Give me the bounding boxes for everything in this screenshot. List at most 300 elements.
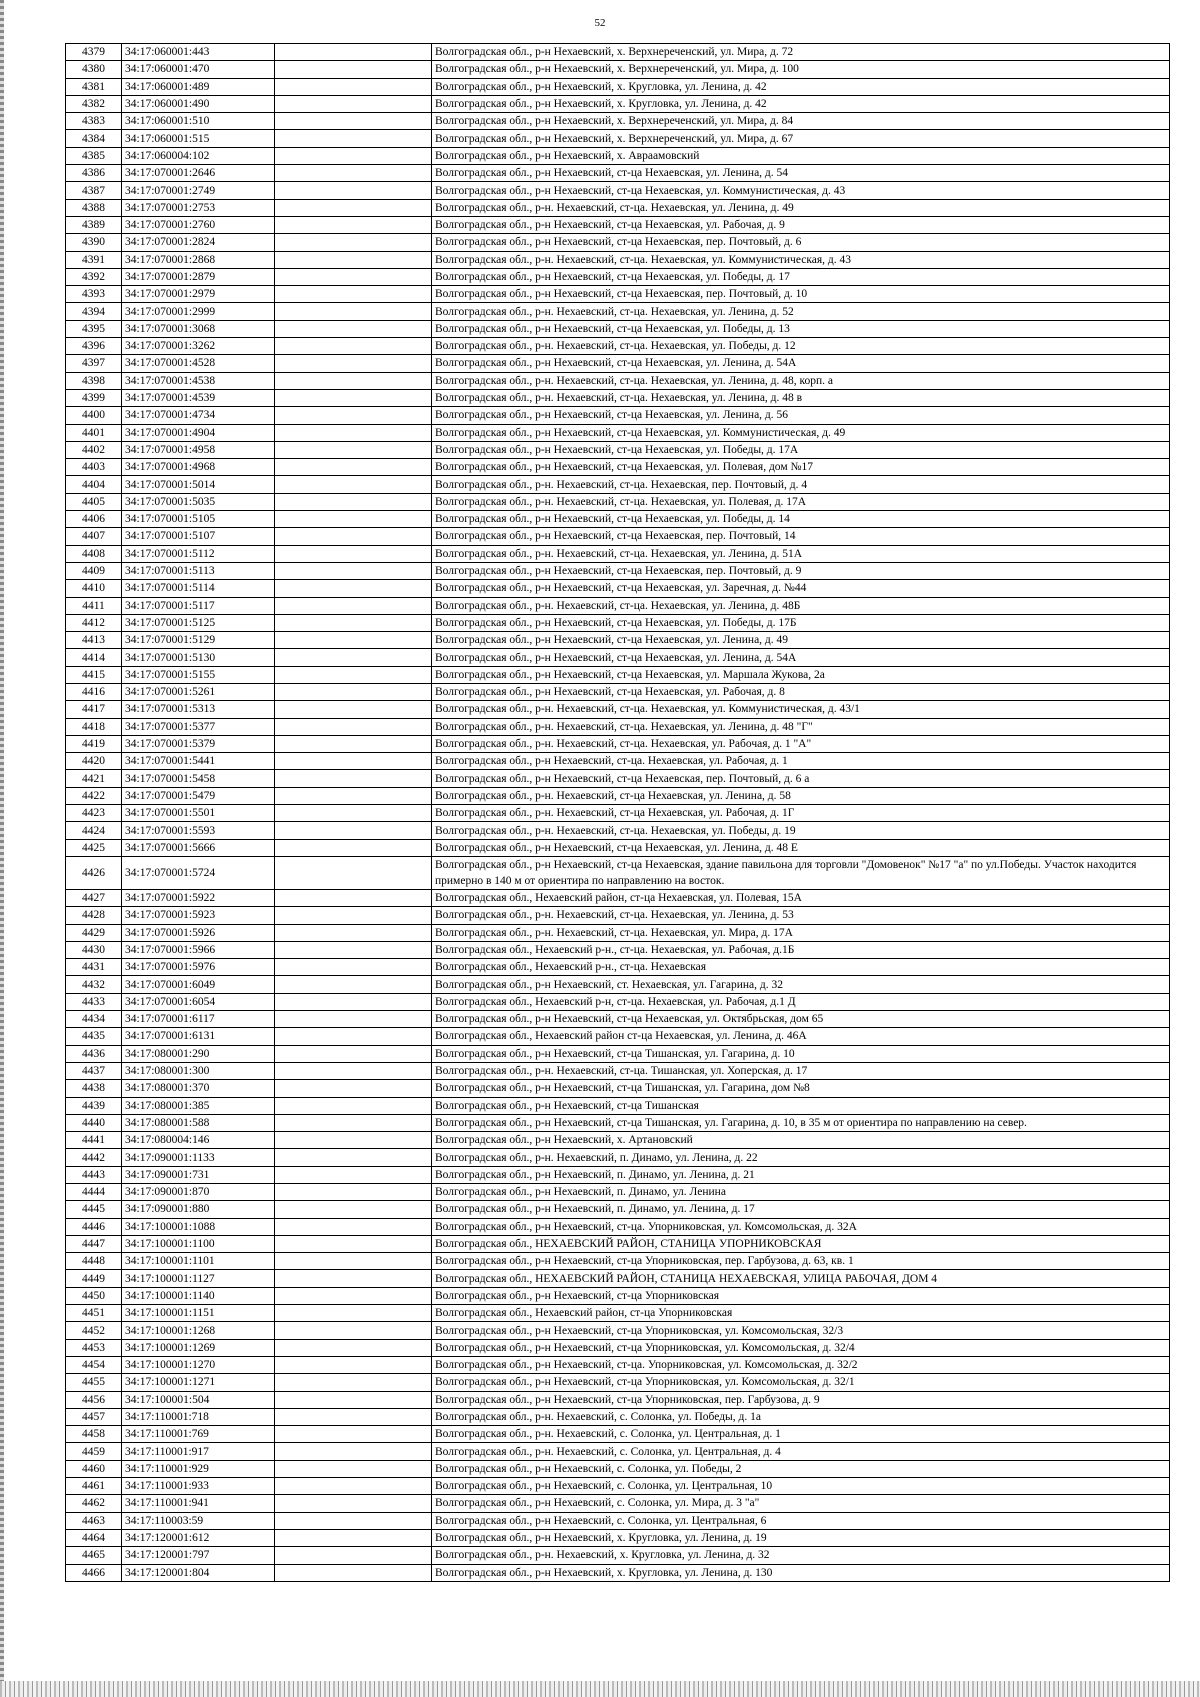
address: Волгоградская обл., р-н Нехаевский, х. Кругловка, ул. Ленина, д. 130 [432,1564,1170,1581]
address: Волгоградская обл., р-н Нехаевский, ст-ца. Упорниковская, ул. Комсомольская, д. 32А [432,1218,1170,1235]
table-row [66,338,1170,355]
cadastral-number: 34:17:070001:5666 [122,839,275,856]
row-number: 4454 [66,1356,122,1373]
row-number: 4387 [66,182,122,199]
registry-table-body [66,44,1170,1582]
address: Волгоградская обл., Нехаевский район, ст-ца Упорниковская [432,1305,1170,1322]
address: Волгоградская обл., р-н. Нехаевский, ст-ца. Нехаевская, ул. Коммунистическая, д. 43 [432,251,1170,268]
row-number: 4463 [66,1512,122,1529]
cadastral-number: 34:17:090001:1133 [122,1149,275,1166]
cadastral-number: 34:17:090001:731 [122,1166,275,1183]
address: Волгоградская обл., р-н. Нехаевский, ст-ца. Нехаевская, ул. Победы, д. 12 [432,338,1170,355]
row-number: 4459 [66,1443,122,1460]
table-row [66,805,1170,822]
row-number: 4434 [66,1011,122,1028]
empty-cell [275,1184,432,1201]
address: Волгоградская обл., р-н Нехаевский, х. Верхнереченский, ул. Мира, д. 67 [432,130,1170,147]
table-row [66,1512,1170,1529]
empty-cell [275,753,432,770]
empty-cell [275,113,432,130]
table-row [66,459,1170,476]
table-row [66,1408,1170,1425]
row-number: 4445 [66,1201,122,1218]
address: Волгоградская обл., р-н. Нехаевский, ст-ца. Нехаевская, ул. Рабочая, д. 1 "А" [432,735,1170,752]
table-row [66,1184,1170,1201]
address: Волгоградская обл., р-н. Нехаевский, с. Солонка, ул. Центральная, д. 4 [432,1443,1170,1460]
empty-cell [275,1166,432,1183]
empty-cell [275,320,432,337]
table-row [66,1460,1170,1477]
address: Волгоградская обл., р-н. Нехаевский, с. Солонка, ул. Центральная, д. 1 [432,1426,1170,1443]
cadastral-number: 34:17:070001:5377 [122,718,275,735]
address: Волгоградская обл., р-н Нехаевский, ст-ца Тишанская, ул. Гагарина, дом №8 [432,1080,1170,1097]
row-number: 4448 [66,1253,122,1270]
cadastral-number: 34:17:070001:5379 [122,735,275,752]
cadastral-number: 34:17:060001:510 [122,113,275,130]
table-row [66,1529,1170,1546]
empty-cell [275,1460,432,1477]
table-row [66,251,1170,268]
address: Волгоградская обл., Нехаевский р-н., ст-ца. Нехаевская, ул. Рабочая, д.1Б [432,941,1170,958]
table-row [66,1305,1170,1322]
cadastral-number: 34:17:070001:4528 [122,355,275,372]
empty-cell [275,1011,432,1028]
address: Волгоградская обл., Нехаевский район, ст-ца Нехаевская, ул. Полевая, 15А [432,889,1170,906]
cadastral-number: 34:17:070001:5035 [122,493,275,510]
empty-cell [275,286,432,303]
cadastral-number: 34:17:100001:1140 [122,1287,275,1304]
row-number: 4449 [66,1270,122,1287]
address: Волгоградская обл., р-н Нехаевский, ст-ца Нехаевская, ул. Победы, д. 13 [432,320,1170,337]
empty-cell [275,1374,432,1391]
empty-cell [275,1478,432,1495]
cadastral-number: 34:17:080001:370 [122,1080,275,1097]
row-number: 4385 [66,147,122,164]
empty-cell [275,1253,432,1270]
table-row [66,1339,1170,1356]
table-row [66,355,1170,372]
table-row [66,268,1170,285]
row-number: 4408 [66,545,122,562]
empty-cell [275,1305,432,1322]
table-row [66,424,1170,441]
cadastral-number: 34:17:070001:5441 [122,753,275,770]
address: Волгоградская обл., р-н Нехаевский, ст-ца Упорниковская [432,1287,1170,1304]
cadastral-number: 34:17:070001:5593 [122,822,275,839]
empty-cell [275,941,432,958]
address: Волгоградская обл., р-н. Нехаевский, ст-ца. Нехаевская, ул. Ленина, д. 48, корп. а [432,372,1170,389]
empty-cell [275,182,432,199]
row-number: 4451 [66,1305,122,1322]
table-row [66,1011,1170,1028]
cadastral-number: 34:17:070001:5112 [122,545,275,562]
cadastral-number: 34:17:070001:4904 [122,424,275,441]
address: Волгоградская обл., р-н. Нехаевский, п. Динамо, ул. Ленина, д. 22 [432,1149,1170,1166]
cadastral-number: 34:17:060001:489 [122,78,275,95]
empty-cell [275,976,432,993]
cadastral-number: 34:17:070001:5117 [122,597,275,614]
row-number: 4443 [66,1166,122,1183]
empty-cell [275,78,432,95]
table-row [66,130,1170,147]
cadastral-number: 34:17:070001:5922 [122,889,275,906]
table-row [66,683,1170,700]
empty-cell [275,683,432,700]
address: Волгоградская обл., Нехаевский р-н, ст-ца. Нехаевская, ул. Рабочая, д.1 Д [432,993,1170,1010]
row-number: 4439 [66,1097,122,1114]
table-row [66,1391,1170,1408]
page-number: 52 [594,17,606,29]
address: Волгоградская обл., р-н Нехаевский, ст-ца Нехаевская, ул. Полевая, дом №17 [432,459,1170,476]
row-number: 4457 [66,1408,122,1425]
row-number: 4437 [66,1062,122,1079]
address: Волгоградская обл., р-н Нехаевский, ст-ца Нехаевская, ул. Победы, д. 17Б [432,614,1170,631]
address: Волгоградская обл., р-н Нехаевский, с. Солонка, ул. Победы, 2 [432,1460,1170,1477]
cadastral-number: 34:17:070001:5458 [122,770,275,787]
empty-cell [275,372,432,389]
row-number: 4453 [66,1339,122,1356]
row-number: 4464 [66,1529,122,1546]
address: Волгоградская обл., р-н. Нехаевский, ст-ца. Нехаевская, ул. Коммунистическая, д. 43/1 [432,701,1170,718]
table-row [66,234,1170,251]
cadastral-number: 34:17:100001:1127 [122,1270,275,1287]
empty-cell [275,355,432,372]
row-number: 4441 [66,1132,122,1149]
address: Волгоградская обл., р-н Нехаевский, ст-ца Нехаевская, ул. Ленина, д. 54 [432,165,1170,182]
row-number: 4456 [66,1391,122,1408]
row-number: 4444 [66,1184,122,1201]
empty-cell [275,889,432,906]
cadastral-number: 34:17:100001:1100 [122,1235,275,1252]
table-row [66,1045,1170,1062]
address: Волгоградская обл., р-н Нехаевский, ст-ца Нехаевская, ул. Рабочая, д. 8 [432,683,1170,700]
table-row [66,61,1170,78]
row-number: 4461 [66,1478,122,1495]
cadastral-number: 34:17:070001:2824 [122,234,275,251]
empty-cell [275,165,432,182]
cadastral-number: 34:17:100001:1269 [122,1339,275,1356]
cadastral-number: 34:17:110001:718 [122,1408,275,1425]
table-row [66,493,1170,510]
cadastral-number: 34:17:070001:3068 [122,320,275,337]
row-number: 4440 [66,1114,122,1131]
row-number: 4389 [66,216,122,233]
empty-cell [275,1322,432,1339]
row-number: 4428 [66,907,122,924]
row-number: 4420 [66,753,122,770]
address: Волгоградская обл., р-н Нехаевский, х. Верхнереченский, ул. Мира, д. 100 [432,61,1170,78]
empty-cell [275,666,432,683]
row-number: 4390 [66,234,122,251]
table-row [66,666,1170,683]
table-row [66,407,1170,424]
row-number: 4413 [66,632,122,649]
empty-cell [275,1443,432,1460]
cadastral-number: 34:17:070001:5130 [122,649,275,666]
cadastral-number: 34:17:070001:5107 [122,528,275,545]
table-row [66,182,1170,199]
address: Волгоградская обл., р-н Нехаевский, с. Солонка, ул. Мира, д. 3 "а" [432,1495,1170,1512]
cadastral-number: 34:17:070001:3262 [122,338,275,355]
empty-cell [275,1426,432,1443]
address: Волгоградская обл., р-н Нехаевский, ст-ца Нехаевская, ул. Ленина, д. 48 Е [432,839,1170,856]
address: Волгоградская обл., р-н Нехаевский, ст-ца Нехаевская, ул. Ленина, д. 56 [432,407,1170,424]
table-row [66,528,1170,545]
table-row [66,511,1170,528]
cadastral-number: 34:17:070001:2646 [122,165,275,182]
address: Волгоградская обл., Нехаевский район ст-ца Нехаевская, ул. Ленина, д. 46А [432,1028,1170,1045]
cadastral-number: 34:17:100001:1270 [122,1356,275,1373]
row-number: 4425 [66,839,122,856]
address: Волгоградская обл., р-н Нехаевский, х. Верхнереченский, ул. Мира, д. 84 [432,113,1170,130]
table-row [66,976,1170,993]
row-number: 4405 [66,493,122,510]
table-row [66,1097,1170,1114]
empty-cell [275,718,432,735]
empty-cell [275,1218,432,1235]
cadastral-number: 34:17:070001:4958 [122,441,275,458]
address: Волгоградская обл., Нехаевский р-н., ст-ца. Нехаевская [432,959,1170,976]
address: Волгоградская обл., р-н Нехаевский, ст-ца Нехаевская, пер. Почтовый, д. 9 [432,562,1170,579]
address: Волгоградская обл., р-н Нехаевский, ст-ца Нехаевская, ул. Ленина, д. 54А [432,649,1170,666]
cadastral-number: 34:17:070001:2760 [122,216,275,233]
empty-cell [275,1149,432,1166]
row-number: 4446 [66,1218,122,1235]
address: Волгоградская обл., р-н Нехаевский, ст-ца Нехаевская, пер. Почтовый, д. 6 [432,234,1170,251]
table-row [66,735,1170,752]
table-row [66,1218,1170,1235]
row-number: 4427 [66,889,122,906]
table-row [66,1253,1170,1270]
cadastral-number: 34:17:100001:1268 [122,1322,275,1339]
address: Волгоградская обл., р-н Нехаевский, п. Динамо, ул. Ленина [432,1184,1170,1201]
address: Волгоградская обл., р-н Нехаевский, ст-ца Нехаевская, ул. Заречная, д. №44 [432,580,1170,597]
row-number: 4398 [66,372,122,389]
address: Волгоградская обл., р-н. Нехаевский, ст-ца. Нехаевская, ул. Победы, д. 19 [432,822,1170,839]
cadastral-number: 34:17:070001:5125 [122,614,275,631]
table-row [66,993,1170,1010]
address: Волгоградская обл., р-н. Нехаевский, ст-ца. Нехаевская, ул. Мира, д. 17А [432,924,1170,941]
address: Волгоградская обл., р-н Нехаевский, ст-ца Нехаевская, ул. Ленина, д. 49 [432,632,1170,649]
row-number: 4406 [66,511,122,528]
row-number: 4384 [66,130,122,147]
row-number: 4402 [66,441,122,458]
cadastral-number: 34:17:070001:5479 [122,787,275,804]
row-number: 4383 [66,113,122,130]
table-row [66,113,1170,130]
cadastral-number: 34:17:070001:2868 [122,251,275,268]
table-row [66,959,1170,976]
empty-cell [275,459,432,476]
table-row [66,545,1170,562]
empty-cell [275,1339,432,1356]
table-row [66,147,1170,164]
cadastral-number: 34:17:060001:443 [122,44,275,61]
empty-cell [275,1287,432,1304]
table-row [66,1235,1170,1252]
row-number: 4401 [66,424,122,441]
row-number: 4415 [66,666,122,683]
table-row [66,1443,1170,1460]
empty-cell [275,1235,432,1252]
table-row [66,286,1170,303]
address: Волгоградская обл., р-н Нехаевский, ст-ца Нехаевская, пер. Почтовый, д. 10 [432,286,1170,303]
cadastral-number: 34:17:070001:5313 [122,701,275,718]
cadastral-number: 34:17:110001:941 [122,1495,275,1512]
empty-cell [275,1062,432,1079]
table-row [66,44,1170,61]
empty-cell [275,1408,432,1425]
address: Волгоградская обл., р-н Нехаевский, ст-ца Упорниковская, ул. Комсомольская, д. 32/4 [432,1339,1170,1356]
cadastral-number: 34:17:070001:4734 [122,407,275,424]
table-row [66,839,1170,856]
empty-cell [275,1270,432,1287]
scan-edge-bottom [0,1681,1200,1697]
cadastral-number: 34:17:070001:6131 [122,1028,275,1045]
empty-cell [275,199,432,216]
table-row [66,1080,1170,1097]
cadastral-number: 34:17:120001:804 [122,1564,275,1581]
cadastral-number: 34:17:070001:5966 [122,941,275,958]
address: Волгоградская обл., р-н Нехаевский, ст-ца Упорниковская, ул. Комсомольская, 32/3 [432,1322,1170,1339]
table-row [66,907,1170,924]
table-row [66,1149,1170,1166]
table-row [66,941,1170,958]
address: Волгоградская обл., р-н Нехаевский, ст-ца Нехаевская, здание павильона для торговли "Домовенок" №17 "а" по ул.Победы. Участок находится примерно в 140 м от ориентира по направлению на восток. [432,856,1170,889]
cadastral-number: 34:17:120001:612 [122,1529,275,1546]
row-number: 4407 [66,528,122,545]
address: Волгоградская обл., р-н Нехаевский, ст-ца Упорниковская, пер. Гарбузова, д. 9 [432,1391,1170,1408]
cadastral-number: 34:17:100001:1151 [122,1305,275,1322]
row-number: 4435 [66,1028,122,1045]
row-number: 4450 [66,1287,122,1304]
table-row [66,1062,1170,1079]
empty-cell [275,1097,432,1114]
cadastral-number: 34:17:070001:5261 [122,683,275,700]
row-number: 4431 [66,959,122,976]
table-row [66,718,1170,735]
empty-cell [275,61,432,78]
cadastral-number: 34:17:110001:933 [122,1478,275,1495]
cadastral-number: 34:17:100001:504 [122,1391,275,1408]
row-number: 4458 [66,1426,122,1443]
empty-cell [275,407,432,424]
empty-cell [275,493,432,510]
address: Волгоградская обл., р-н Нехаевский, ст-ца Нехаевская, ул. Октябрьская, дом 65 [432,1011,1170,1028]
address: Волгоградская обл., р-н Нехаевский, ст-ца Нехаевская, пер. Почтовый, 14 [432,528,1170,545]
empty-cell [275,959,432,976]
cadastral-number: 34:17:100001:1101 [122,1253,275,1270]
address: Волгоградская обл., р-н. Нехаевский, ст-ца. Тишанская, ул. Хоперская, д. 17 [432,1062,1170,1079]
row-number: 4426 [66,856,122,889]
row-number: 4414 [66,649,122,666]
empty-cell [275,562,432,579]
empty-cell [275,1564,432,1581]
cadastral-number: 34:17:070001:5501 [122,805,275,822]
empty-cell [275,907,432,924]
table-row [66,303,1170,320]
empty-cell [275,805,432,822]
cadastral-number: 34:17:070001:2879 [122,268,275,285]
cadastral-number: 34:17:070001:5105 [122,511,275,528]
table-row [66,649,1170,666]
empty-cell [275,303,432,320]
row-number: 4397 [66,355,122,372]
empty-cell [275,993,432,1010]
empty-cell [275,338,432,355]
empty-cell [275,216,432,233]
row-number: 4422 [66,787,122,804]
table-row [66,1426,1170,1443]
row-number: 4399 [66,389,122,406]
empty-cell [275,1201,432,1218]
cadastral-number: 34:17:110001:929 [122,1460,275,1477]
empty-cell [275,822,432,839]
cadastral-number: 34:17:120001:797 [122,1547,275,1564]
table-row [66,476,1170,493]
empty-cell [275,1356,432,1373]
table-row [66,1166,1170,1183]
empty-cell [275,770,432,787]
row-number: 4411 [66,597,122,614]
cadastral-number: 34:17:070001:5724 [122,856,275,889]
row-number: 4462 [66,1495,122,1512]
address: Волгоградская обл., р-н Нехаевский, ст-ца. Упорниковская, ул. Комсомольская, д. 32/2 [432,1356,1170,1373]
cadastral-number: 34:17:080004:146 [122,1132,275,1149]
empty-cell [275,476,432,493]
row-number: 4447 [66,1235,122,1252]
empty-cell [275,580,432,597]
cadastral-number: 34:17:070001:6117 [122,1011,275,1028]
address: Волгоградская обл., р-н Нехаевский, ст-ца Нехаевская, ул. Коммунистическая, д. 43 [432,182,1170,199]
address: Волгоградская обл., р-н Нехаевский, х. Авраамовский [432,147,1170,164]
table-row [66,562,1170,579]
empty-cell [275,632,432,649]
row-number: 4396 [66,338,122,355]
row-number: 4386 [66,165,122,182]
cadastral-number: 34:17:080001:588 [122,1114,275,1131]
row-number: 4430 [66,941,122,958]
empty-cell [275,511,432,528]
empty-cell [275,735,432,752]
table-row [66,822,1170,839]
row-number: 4391 [66,251,122,268]
row-number: 4379 [66,44,122,61]
address: Волгоградская обл., р-н Нехаевский, х. Верхнереченский, ул. Мира, д. 72 [432,44,1170,61]
table-row [66,1028,1170,1045]
row-number: 4394 [66,303,122,320]
row-number: 4395 [66,320,122,337]
table-row [66,856,1170,889]
cadastral-number: 34:17:080001:300 [122,1062,275,1079]
empty-cell [275,1495,432,1512]
empty-cell [275,856,432,889]
table-row [66,889,1170,906]
cadastral-number: 34:17:070001:2753 [122,199,275,216]
empty-cell [275,268,432,285]
row-number: 4412 [66,614,122,631]
address: Волгоградская обл., р-н Нехаевский, ст-ца Нехаевская, пер. Почтовый, д. 6 а [432,770,1170,787]
table-row [66,441,1170,458]
cadastral-number: 34:17:060001:470 [122,61,275,78]
row-number: 4388 [66,199,122,216]
row-number: 4404 [66,476,122,493]
empty-cell [275,649,432,666]
row-number: 4465 [66,1547,122,1564]
cadastral-number: 34:17:090001:870 [122,1184,275,1201]
cadastral-number: 34:17:070001:2979 [122,286,275,303]
address: Волгоградская обл., р-н. Нехаевский, ст-ца. Нехаевская, ул. Ленина, д. 51А [432,545,1170,562]
